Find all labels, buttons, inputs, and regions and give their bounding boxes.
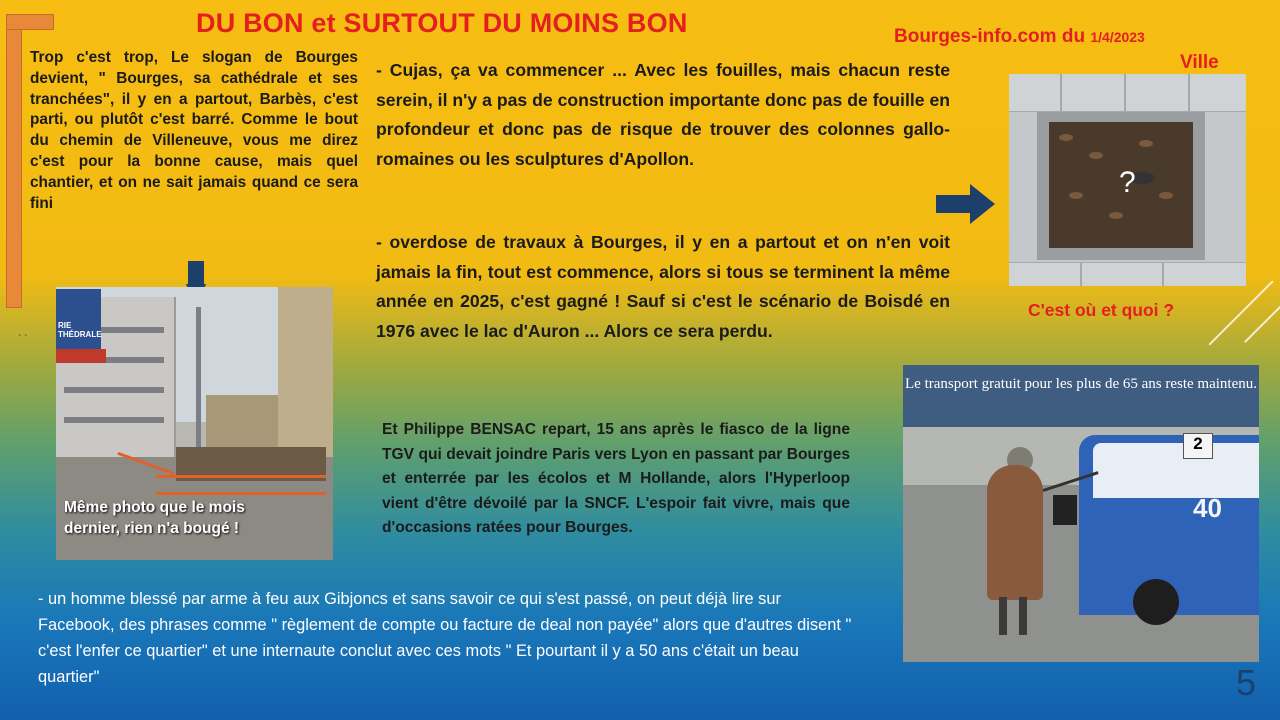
publish-date: 1/4/2023 <box>1090 29 1145 45</box>
section-label: Ville <box>1180 52 1219 73</box>
site-name: Bourges-info.com du <box>894 26 1086 47</box>
tree-pit-photo <box>1009 74 1246 286</box>
signboard-text: RIE THÉDRALE <box>58 321 102 339</box>
bus-route-number: 2 <box>1183 433 1213 459</box>
elderly-woman <box>987 465 1043 600</box>
page-number: 5 <box>1236 662 1257 703</box>
paragraph-travaux: - overdose de travaux à Bourges, il y en a partout et on n'en voit jamais la fin, tout est commence, alors si tous se terminent la même année en 2025, c'est gagné ! Sauf si c'est le scénario de Boisdé en 1976 avec le lac d'Auron ... Alors ce sera perdu. <box>376 232 950 341</box>
paragraph-gibjoncs: - un homme blessé par arme à feu aux Gibjoncs et sans savoir ce qui s'est passé, on peut déjà lire sur Facebook, des phrases comme " règlement de compte ou facture de deal non payée" alors que d'autres disent " c'est l'enfer ce quartier" et une internaute conclut avec ces mots " Et pourtant il y a 50 ans c'était un beau quartier" <box>38 590 852 686</box>
street-works-photo <box>56 287 333 560</box>
arrow-down-icon <box>188 261 204 285</box>
bus-fleet-number: 40 <box>1193 493 1222 523</box>
arrow-right-head <box>970 184 995 224</box>
signboard <box>56 289 101 351</box>
arrow-right-icon <box>936 195 972 213</box>
corner-bracket-horizontal <box>6 14 54 30</box>
decorative-line <box>1208 280 1273 345</box>
question-mark: ? <box>1119 166 1136 199</box>
page-title: DU BON et SURTOUT DU MOINS BON <box>196 8 688 38</box>
paragraph-hyperloop: Et Philippe BENSAC repart, 15 ans après le fiasco de la ligne TGV qui devait joindre Paris vers Lyon en passant par Bourges et enterrée par les écolos et M Hollande, alors l'Hyperloop vient d'être dévoilé par la SNCF. L'espoir fait vivre, mais que d'occasions ratées pour Bourges. <box>382 421 850 537</box>
site-credit <box>894 26 1145 48</box>
bus-photo <box>903 365 1259 662</box>
tree-pit-caption: C'est où et quoi ? <box>1028 300 1175 320</box>
works-photo-caption: Même photo que le mois dernier, rien n'a bougé ! <box>64 499 245 537</box>
signboard-red <box>56 349 106 363</box>
intro-text: Trop c'est trop, Le slogan de Bourges devient, " Bourges, sa cathédrale et ses tranchées", il y en a partout, Barbès, c'est parti, ou plutôt c'est barré. Comme le bout du chemin de Villeneuve, vous me direz c'est pour la bonne cause, mais quel chantier, et on ne sait jamais quand ce sera fini <box>30 49 358 212</box>
paragraph-cujas: - Cujas, ça va commencer ... Avec les fouilles, mais chacun reste serein, il n'y a pas de construction importante donc pas de fouille en profondeur et donc pas de risque de trouver des colonnes gallo- romaines ou les sculptures d'Apollon. <box>376 60 950 169</box>
bus-photo-banner <box>903 365 1259 427</box>
corner-bracket-vertical <box>6 14 22 308</box>
stray-mark: - - <box>18 330 28 341</box>
bus-photo-banner-text: Le transport gratuit pour les plus de 65 ans reste maintenu. <box>905 376 1257 392</box>
